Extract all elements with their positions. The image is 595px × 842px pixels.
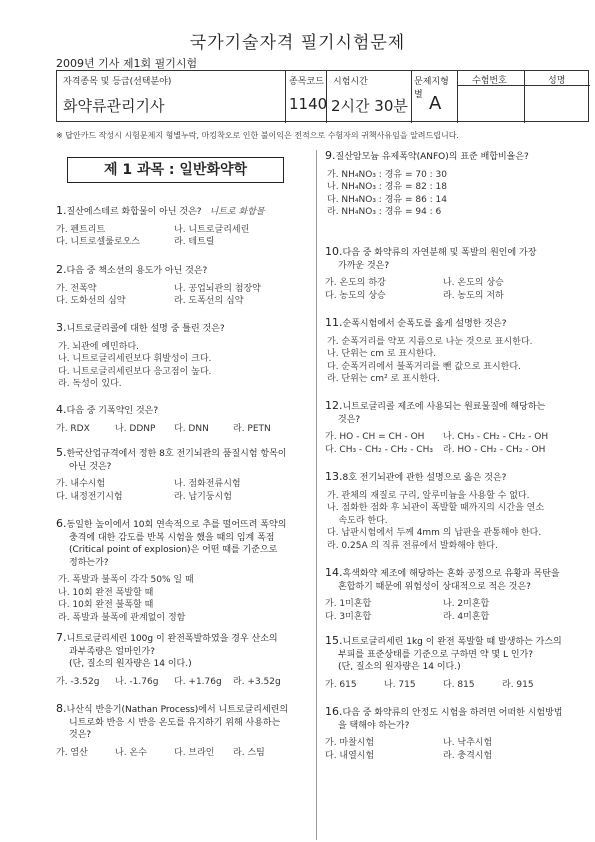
question-6 <box>56 518 318 624</box>
option-ra[interactable]: 라. 4미혼합 <box>443 611 490 622</box>
option-ra[interactable]: 라. 단위는 cm² 로 표시한다. <box>327 374 440 384</box>
option-ra[interactable]: 라. 테트릴 <box>174 237 215 247</box>
question-number: 11. <box>325 316 343 329</box>
option-da[interactable]: 다. 니트로셀룰로오스 <box>56 237 140 247</box>
option-ga[interactable]: 가. 뇌관에 예민하다. <box>58 341 139 352</box>
question-number: 7. <box>56 631 67 644</box>
option-ga[interactable]: 가. 폭발과 불폭이 각각 50% 일 때 <box>58 575 194 585</box>
time-value: 2시간 30분 <box>331 97 408 115</box>
question-stem: 니트로글리콜에 대한 설명 중 틀린 것은? <box>66 324 225 334</box>
answer-options <box>325 490 587 553</box>
option-ra[interactable]: 라. 915 <box>502 679 534 690</box>
exam-info-table <box>56 70 589 122</box>
option-ra[interactable]: 라. +3.52g <box>233 676 281 687</box>
code-cell <box>285 71 326 123</box>
option-ra[interactable]: 라. 폭발과 불폭에 관계없이 정함 <box>58 612 186 623</box>
question-number: 15. <box>325 634 343 647</box>
question-stem: 한국산업규격에서 정한 8호 전기뇌관의 품질시험 항목이 <box>66 449 287 459</box>
option-da[interactable]: 다. DNN <box>174 423 209 434</box>
question-number: 9. <box>325 149 336 162</box>
option-da[interactable]: 다. 납판시험에서 두께 4mm 의 납판을 관통해야 한다. <box>327 528 542 538</box>
question-stem: 니트로글리세린 1kg 이 완전 폭발할 때 발생하는 가스의 <box>342 637 562 647</box>
option-da[interactable]: 다. 내정전기시험 <box>56 491 123 502</box>
option-ra[interactable]: 라. 농도의 저하 <box>443 290 504 301</box>
question-stem-line: 아닌 것은? <box>69 461 112 472</box>
question-stem-line: 을 택해야 하는가? <box>338 720 410 731</box>
question-number: 4. <box>56 403 67 416</box>
option-da[interactable]: 다. 815 <box>443 679 475 690</box>
question-8 <box>56 703 318 759</box>
name-label: 성명 <box>548 76 566 86</box>
question-15 <box>325 635 587 691</box>
option-ra[interactable]: 라. 도폭선의 심약 <box>174 296 244 306</box>
question-11 <box>325 317 587 386</box>
question-stem: 다음 중 화약류의 자연분해 및 폭발의 원인에 가장 <box>342 248 537 258</box>
option-na[interactable]: 나. 10회 완전 폭발할 때 <box>58 587 154 598</box>
option-ga[interactable]: 가. 염산 <box>56 747 88 758</box>
exam-title: 국가기술자격 필기시험문제 <box>189 33 406 53</box>
answer-options <box>325 431 587 456</box>
question-5 <box>56 447 318 503</box>
question-number: 13. <box>325 470 343 483</box>
question-stem-line: 부피를 표준상태를 기준으로 구하면 약 몇 L 인가? <box>338 649 534 660</box>
subject-heading: 제 1 과목 : 일반화약학 <box>67 157 284 183</box>
question-number: 10. <box>325 245 343 258</box>
candidate-cell <box>457 71 590 123</box>
option-na[interactable]: 나. 니트로글리세린보다 휘발성이 크다. <box>58 354 212 364</box>
question-stem: 니트로글리콜 제조에 사용되는 원료물질에 해당하는 <box>342 402 546 412</box>
question-1 <box>56 205 318 249</box>
question-10 <box>325 246 587 302</box>
question-13 <box>325 471 587 552</box>
question-stem-line: 충격에 대한 감도를 반복 시험을 했을 때의 임계 폭점 <box>69 532 275 543</box>
option-ga[interactable]: 가. 펜트리트 <box>56 224 106 235</box>
option-ra[interactable]: 라. PETN <box>233 423 271 434</box>
question-stem-line: (단, 질소의 원자량은 14 이다.) <box>338 662 461 672</box>
option-na[interactable]: 나. 점화한 점화 후 뇌관이 폭발할 때까지의 시간을 연소 속도라 한다. <box>327 503 545 526</box>
option-da[interactable]: 다. 브라인 <box>174 747 215 758</box>
question-number: 5. <box>56 446 67 459</box>
question-stem-line: 것은? <box>69 730 92 740</box>
option-da[interactable]: 다. 순폭거리에서 불폭거리를 뺀 값으로 표시한다. <box>327 361 521 372</box>
type-value: A <box>429 93 442 114</box>
option-ga[interactable]: 가. 순폭거리를 약포 지름으로 나눈 것으로 표시한다. <box>327 336 533 347</box>
question-stem-line: 과부족량은 얼마인가? <box>69 646 155 657</box>
option-da[interactable]: 다. 10회 완전 불폭할 때 <box>58 600 154 610</box>
option-na[interactable]: 나. -1.76g <box>115 676 159 687</box>
option-na[interactable]: 나. 공업뇌관의 첨장약 <box>174 283 261 294</box>
answer-options <box>56 747 318 760</box>
option-ga[interactable]: 가. 전폭약 <box>56 283 97 294</box>
option-ra[interactable]: 라. 충격시험 <box>443 750 493 761</box>
option-da[interactable]: 다. 니트로글리세린보다 응고점이 높다. <box>58 366 212 377</box>
option-na[interactable]: 나. 낙추시험 <box>443 738 493 748</box>
question-stem: 질산암모늄 유제폭약(ANFO)의 표준 배합비율은? <box>335 152 529 162</box>
option-ra[interactable]: 라. 0.25A 의 직류 전류에서 발화해야 한다. <box>327 540 498 551</box>
option-ga[interactable]: 가. NH₄NO₃ : 경유 = 70 : 30 <box>327 169 448 180</box>
question-number: 6. <box>56 517 67 530</box>
question-stem-line: 것은? <box>338 414 361 425</box>
question-3 <box>56 322 318 391</box>
option-ga[interactable]: 가. 615 <box>325 679 357 690</box>
question-stem: 니트로글리세린 100g 이 완전폭발하였을 경우 산소의 <box>66 634 278 644</box>
question-stem: 질산에스테르 화합물이 아닌 것은? <box>66 207 202 217</box>
answer-options <box>56 341 318 391</box>
exam-no-label: 수험번호 <box>472 76 507 86</box>
option-ra[interactable]: 라. 독성이 있다. <box>58 379 122 389</box>
question-7 <box>56 632 318 688</box>
notice-text: ※ 답안카드 작성시 시험문제지 형별누락, 마킹착오로 인한 불이익은 전적으로 수험자의 귀책사유임을 알려드립니다. <box>56 131 459 140</box>
option-da[interactable]: 다. CH₃ - CH₂ - CH₂ - CH₃ <box>325 444 433 455</box>
option-na[interactable]: 나. 온수 <box>115 747 147 758</box>
option-ga[interactable]: 가. 내수시험 <box>56 479 106 489</box>
option-ra[interactable]: 라. 스팀 <box>233 747 265 758</box>
option-da[interactable]: 다. NH₄NO₃ : 경유 = 86 : 14 <box>327 194 448 205</box>
option-na[interactable]: 나. 단위는 cm 로 표시한다. <box>327 349 437 359</box>
question-number: 16. <box>325 705 343 718</box>
handwritten-note: 니트로 화합물 <box>209 207 265 217</box>
option-ra[interactable]: 라. HO - CH₂ - CH₂ - OH <box>443 444 546 455</box>
question-14 <box>325 567 587 623</box>
option-ga[interactable]: 가. 관체의 재질로 구리, 알루미늄을 사용할 수 없다. <box>327 490 530 501</box>
question-stem-line: 혼합하기 때문에 위험성이 상대적으로 적은 것은? <box>338 581 531 592</box>
answer-options <box>325 737 587 762</box>
question-number: 8. <box>56 702 67 715</box>
option-na[interactable]: 나. CH₃ - CH₂ - CH₂ - OH <box>443 432 549 442</box>
option-da[interactable]: 다. 내열시험 <box>325 750 375 761</box>
option-na[interactable]: 나. 온도의 상승 <box>443 278 504 288</box>
option-da[interactable]: 다. 도화선의 심약 <box>56 296 126 306</box>
question-16 <box>325 706 587 762</box>
option-na[interactable]: 나. 점화전류시험 <box>174 479 241 489</box>
question-stem: 다음 중 책소션의 용도가 아닌 것은? <box>66 266 208 276</box>
answer-options <box>325 277 587 302</box>
option-da[interactable]: 다. +1.76g <box>174 676 222 687</box>
time-label: 시험시간 <box>333 77 368 87</box>
question-stem: 나산식 반응기(Nathan Process)에서 니트로글리세린의 <box>66 705 289 715</box>
question-stem-line: 정하는가? <box>69 557 109 568</box>
question-stem: 순폭시험에서 순폭도를 옳게 설명한 것은? <box>342 319 507 329</box>
question-stem: 흑색화약 제조에 해당하는 혼화 공정으로 유황과 목탄을 <box>342 569 560 579</box>
code-label: 종목코드 <box>289 77 324 87</box>
question-stem-line: (Critical point of explosion)은 어떤 때를 기준으로 <box>69 545 278 555</box>
question-stem-line: 니트로화 반응 시 반응 온도를 유지하기 위해 사용하는 <box>69 717 281 728</box>
answer-options <box>325 679 587 692</box>
option-na[interactable]: 나. 2미혼합 <box>443 599 490 609</box>
question-stem: 다음 중 기폭약인 것은? <box>66 406 159 416</box>
question-9 <box>325 150 587 219</box>
question-stem: 동일한 높이에서 10회 연속적으로 추를 떨어뜨려 폭약의 <box>66 520 287 530</box>
option-ga[interactable]: 가. 온도의 하강 <box>325 278 386 288</box>
question-stem: 다음 중 화약류의 안정도 시험을 하려면 어떠한 시험방법 <box>342 708 563 718</box>
question-stem-line: 가까운 것은? <box>338 260 390 271</box>
question-number: 3. <box>56 321 67 334</box>
option-ga[interactable]: 가. 1미혼합 <box>325 599 372 609</box>
field-cell <box>57 71 285 123</box>
field-value: 화약류관리기사 <box>63 97 165 115</box>
option-ra[interactable]: 라. 납기둥시험 <box>174 491 232 502</box>
option-ga[interactable]: 가. RDX <box>56 423 90 434</box>
answer-options <box>56 676 318 689</box>
type-label: 문제지형별 <box>414 77 449 100</box>
answer-options <box>325 169 587 219</box>
exam-subtitle: 2009년 기사 제1회 필기시험 <box>56 57 198 70</box>
option-na[interactable]: 나. 니트로글리세린 <box>174 224 250 235</box>
question-stem: 8호 전기뇌관에 관한 설명으로 옳은 것은? <box>342 473 507 483</box>
option-ga[interactable]: 가. 마찰시험 <box>325 738 375 748</box>
option-ga[interactable]: 가. HO - CH = CH - OH <box>325 432 425 442</box>
question-12 <box>325 400 587 456</box>
type-cell <box>411 71 457 123</box>
question-number: 1. <box>56 204 67 217</box>
time-cell <box>326 71 411 123</box>
question-2 <box>56 264 318 308</box>
option-da[interactable]: 다. 3미혼합 <box>325 611 372 622</box>
option-na[interactable]: 나. DDNP <box>115 423 156 434</box>
answer-options <box>325 336 587 386</box>
question-4 <box>56 404 318 435</box>
question-number: 14. <box>325 566 343 579</box>
answer-options <box>56 423 318 436</box>
answer-options <box>325 598 587 623</box>
field-label: 자격종목 및 등급(선택분야) <box>63 77 172 87</box>
question-number: 12. <box>325 399 343 412</box>
answer-options <box>56 224 318 249</box>
option-ga[interactable]: 가. -3.52g <box>56 676 100 687</box>
option-na[interactable]: 나. NH₄NO₃ : 경유 = 82 : 18 <box>327 182 448 192</box>
option-ra[interactable]: 라. NH₄NO₃ : 경유 = 94 : 6 <box>327 207 442 217</box>
answer-options <box>56 574 318 624</box>
code-value: 1140 <box>289 95 328 113</box>
answer-options <box>56 283 318 308</box>
answer-options <box>56 478 318 503</box>
question-number: 2. <box>56 263 67 276</box>
option-da[interactable]: 다. 농도의 상승 <box>325 290 386 301</box>
option-na[interactable]: 나. 715 <box>384 679 416 690</box>
question-stem-line: (단, 질소의 원자량은 14 이다.) <box>69 659 192 669</box>
